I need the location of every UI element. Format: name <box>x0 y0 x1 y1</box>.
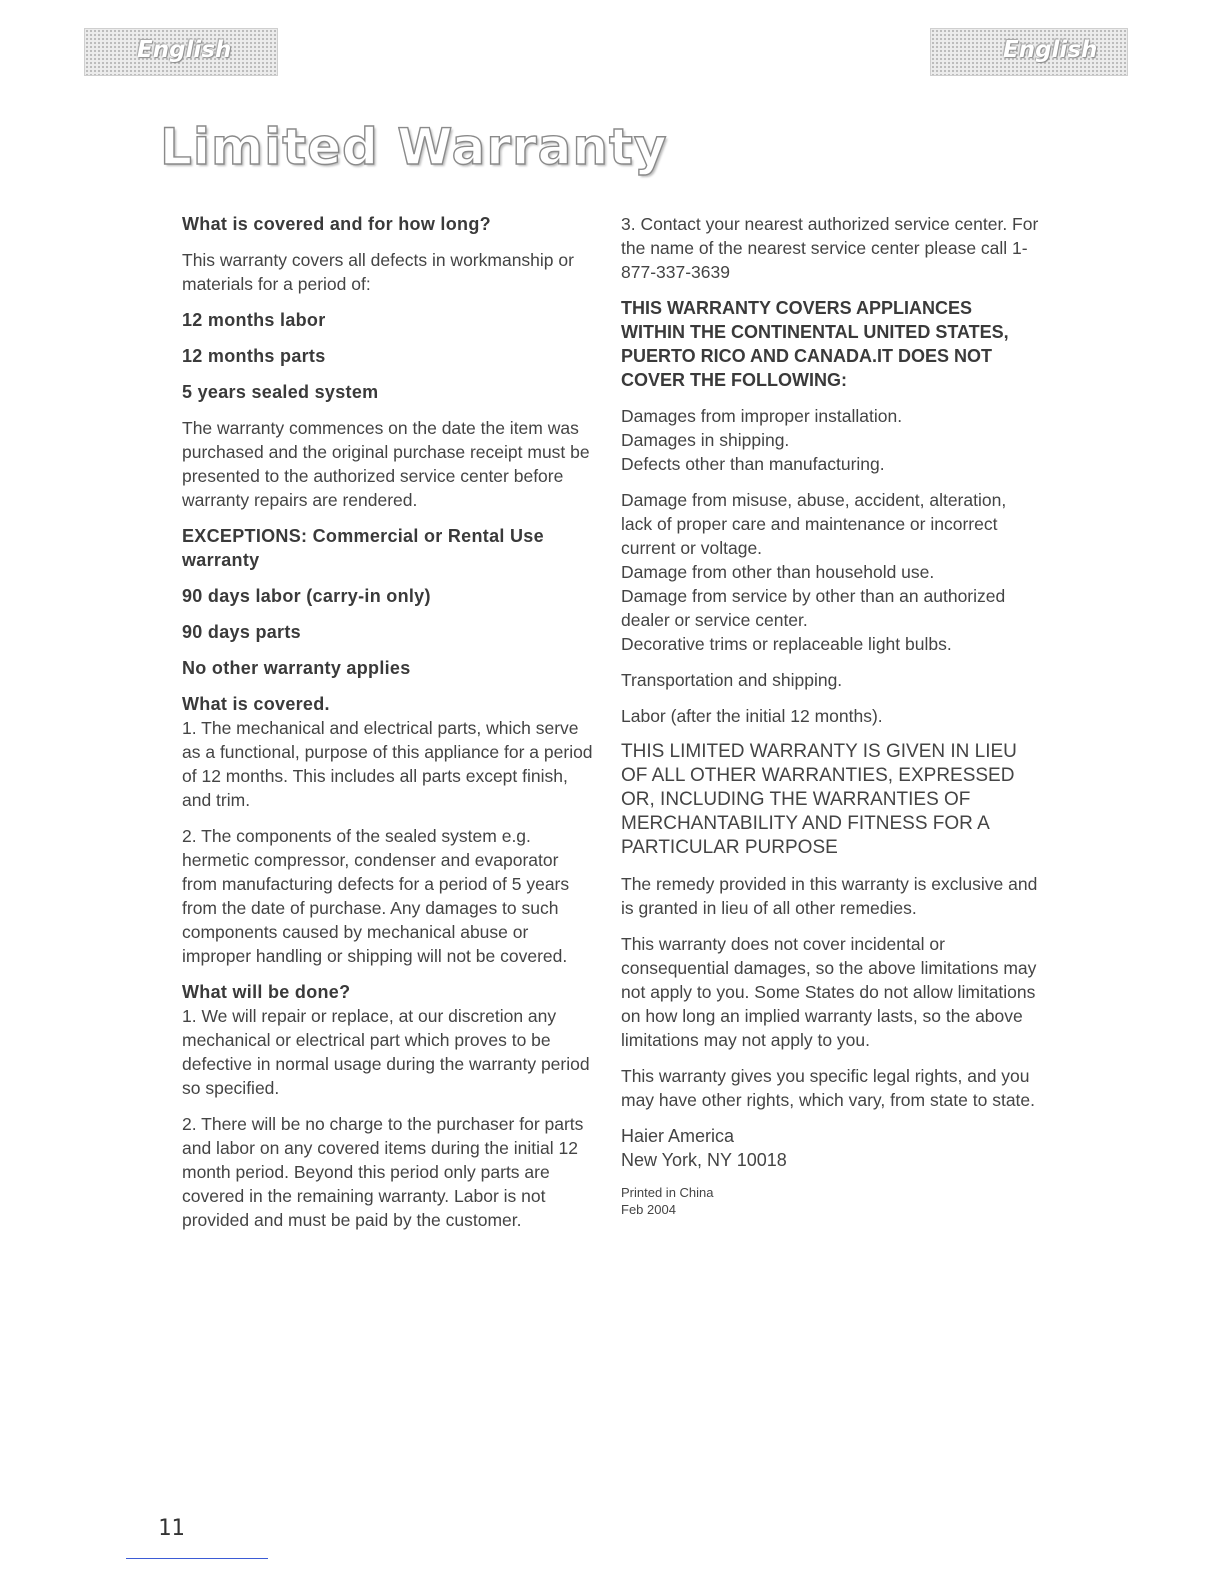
paragraph: This warranty gives you specific legal rights, and you may have other rights, which vary, from state to state. <box>621 1066 1036 1110</box>
exclusion-item: Defects other than manufacturing. <box>621 454 885 474</box>
exclusions-group-1 <box>621 404 1041 476</box>
section-heading: What is covered. <box>182 694 330 714</box>
exclusion-item: Damage from misuse, abuse, accident, alteration, lack of proper care and maintenance or incorrect current or voltage. <box>621 490 1007 558</box>
language-tab-left <box>84 28 278 76</box>
exclusion-item: Damage from service by other than an authorized dealer or service center. <box>621 586 1006 630</box>
right-column <box>621 212 1041 1230</box>
print-date: Feb 2004 <box>621 1202 676 1217</box>
page-title: Limited Warranty <box>160 118 668 176</box>
list-item: 1. The mechanical and electrical parts, which serve as a functional, purpose of this appliance for a period of 12 months. This includes all parts except finish, and trim. <box>182 718 593 810</box>
exceptions-heading: EXCEPTIONS: Commercial or Rental Use warranty <box>182 526 544 570</box>
section-heading: What will be done? <box>182 982 351 1002</box>
company-name: Haier America <box>621 1126 735 1146</box>
exclusion-item: Damages from improper installation. <box>621 406 903 426</box>
coverage-notice: THIS WARRANTY COVERS APPLIANCES WITHIN THE CONTINENTAL UNITED STATES, PUERTO RICO AND CANADA.IT DOES NOT COVER THE FOLLOWING: <box>621 298 1009 390</box>
exception-term-labor: 90 days labor (carry-in only) <box>182 586 431 606</box>
contact-paragraph: 3. Contact your nearest authorized service center. For the name of the nearest service center please call 1-877-337-3639 <box>621 214 1039 282</box>
coverage-term-labor: 12 months labor <box>182 310 326 330</box>
company-city: New York, NY 10018 <box>621 1150 787 1170</box>
paragraph: This warranty does not cover incidental or consequential damages, so the above limitations may not apply to you. Some States do not allow limitations on how long an implied warranty lasts, so the above limitations may not apply to you. <box>621 934 1037 1050</box>
list-item: 2. There will be no charge to the purchaser for parts and labor on any covered items during the initial 12 month period. Beyond this period only parts are covered in the remaining warranty. Labor is not provided and must be paid by the customer. <box>182 1114 584 1230</box>
paragraph: The remedy provided in this warranty is exclusive and is granted in lieu of all other remedies. <box>621 874 1038 918</box>
section-heading: What is covered and for how long? <box>182 214 491 234</box>
limited-warranty-notice: THIS LIMITED WARRANTY IS GIVEN IN LIEU OF ALL OTHER WARRANTIES, EXPRESSED OR, INCLUDING THE WARRANTIES OF MERCHANTABILITY AND FITNESS FOR A PARTICULAR PURPOSE <box>621 741 1017 858</box>
coverage-term-parts: 12 months parts <box>182 346 326 366</box>
no-other-warranty: No other warranty applies <box>182 658 411 678</box>
language-tab-label: English <box>1003 37 1098 63</box>
coverage-term-sealed: 5 years sealed system <box>182 382 379 402</box>
exclusion-item: Damage from other than household use. <box>621 562 935 582</box>
exception-term-parts: 90 days parts <box>182 622 301 642</box>
exclusions-group-2 <box>621 488 1041 656</box>
left-column <box>182 212 594 1244</box>
print-info <box>621 1184 1041 1218</box>
language-tab-label: English <box>137 37 232 63</box>
page-number: 11 <box>158 1516 185 1541</box>
exclusion-item: Damages in shipping. <box>621 430 790 450</box>
printed-location: Printed in China <box>621 1185 714 1200</box>
language-tab-right <box>930 28 1128 76</box>
company-address <box>621 1124 1041 1172</box>
paragraph: This warranty covers all defects in workmanship or materials for a period of: <box>182 250 574 294</box>
list-item: 2. The components of the sealed system e.g. hermetic compressor, condenser and evaporator from manufacturing defects for a period of 5 years from the date of purchase. Any damages to such components caused by mechanical abuse or improper handling or shipping will not be covered. <box>182 826 570 966</box>
footer-rule <box>126 1558 268 1559</box>
exclusion-item: Transportation and shipping. <box>621 670 843 690</box>
list-item: 1. We will repair or replace, at our discretion any mechanical or electrical part which proves to be defective in normal usage during the warranty period so specified. <box>182 1006 590 1098</box>
paragraph: The warranty commences on the date the item was purchased and the original purchase receipt must be presented to the authorized service center before warranty repairs are rendered. <box>182 418 590 510</box>
exclusion-item: Labor (after the initial 12 months). <box>621 706 883 726</box>
exclusion-item: Decorative trims or replaceable light bulbs. <box>621 634 952 654</box>
